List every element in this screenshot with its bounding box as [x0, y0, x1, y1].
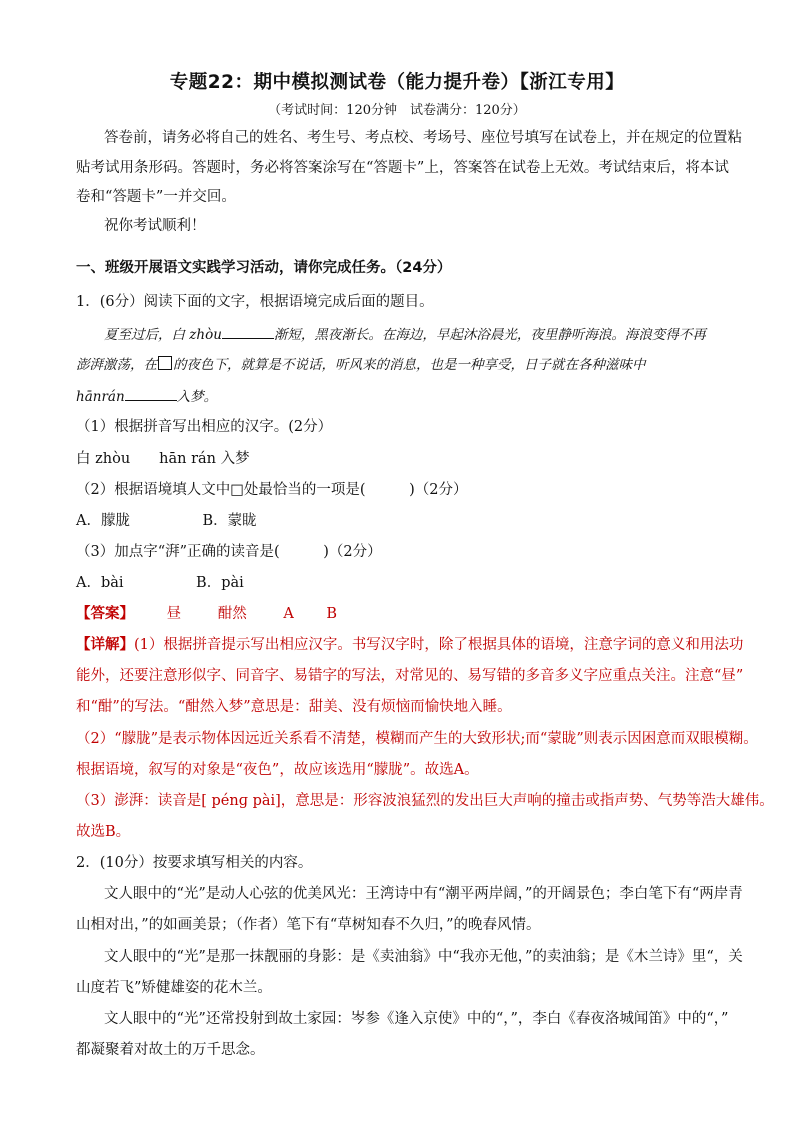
instructions-line-2: 贴考试用条形码。答题时，务必将答案涂写在“答题卡”上，答案答在试卷上无效。考试结束后，将本试	[76, 160, 729, 176]
q2-paragraph-3-line-1: 文人眼中的“光”还常投射到故土家园：岑参《逢入京使》中的“，”，李白《春夜洛城闻笛》中的“，”	[104, 1011, 729, 1027]
detail-line-3: 和“酣”的写法。“酣然入梦”意思是：甜美、没有烦恼而愉快地入睡。	[76, 699, 512, 715]
detail-line-5: 根据语境，叙写的对象是“夜色”，故应该选用“朦胧”。故选A。	[76, 762, 479, 778]
passage-text: hānrán	[76, 389, 125, 405]
q2-paragraph-1-line-2: 山相对出，”的如画美景；（作者）笔下有“草树知春不久归，”的晚春风情。	[76, 917, 541, 933]
sub-question-3-options: A．bài B．pài	[76, 575, 244, 591]
detail-line-7: 故选B。	[76, 824, 131, 840]
answer-item: 酣然	[217, 606, 247, 622]
page-title: 专题22：期中模拟测试卷（能力提升卷）【浙江专用】	[169, 72, 625, 93]
detail-label: 【详解】	[76, 636, 134, 653]
sub-question-3: （3）加点字“湃”正确的读音是( )（2分）	[76, 544, 382, 560]
section-1-heading: 一、班级开展语文实践学习活动，请你完成任务。（24分）	[76, 260, 452, 276]
passage-text: 夏至过后，白 zhòu	[104, 327, 222, 343]
answer-box-icon	[158, 356, 172, 370]
passage-text: 渐短，黑夜渐长。在海边，早起沐浴晨光，夜里静听海浪。海浪变得不再	[273, 327, 706, 343]
passage-line-3	[76, 386, 217, 407]
sub-question-1: （1）根据拼音写出相应的汉字。(2分）	[76, 419, 333, 435]
answer-blank	[125, 386, 177, 401]
q2-paragraph-2-line-1: 文人眼中的“光”是那一抹靓丽的身影：是《卖油翁》中“我亦无他，”的卖油翁；是《木兰诗》里“，关	[104, 949, 743, 965]
answer-item: 昼	[166, 606, 182, 622]
passage-text: 入梦。	[176, 389, 218, 405]
question-2-stem: 2．(10分）按要求填写相关的内容。	[76, 855, 313, 871]
question-1-stem: 1．(6分）阅读下面的文字，根据语境完成后面的题目。	[76, 294, 434, 310]
sub-question-2: （2）根据语境填人文中□处最恰当的一项是( )（2分）	[76, 482, 468, 498]
instructions-line-1: 答卷前，请务必将自己的姓名、考生号、考点校、考场号、座位号填写在试卷上，并在规定的位置粘	[104, 130, 742, 146]
exam-time-info: （考试时间：120分钟 试卷满分：120分）	[268, 103, 526, 118]
passage-line-2	[76, 355, 646, 375]
answer-blank	[222, 324, 274, 339]
q2-paragraph-2-line-2: 山度若飞”矫健雄姿的花木兰。	[76, 980, 272, 996]
detail-line-2: 能外，还要注意形似字、同音字、易错字的写法，对常见的、易写错的多音多义字应重点关注。注意“昼”	[76, 668, 744, 684]
answer-line	[76, 604, 337, 624]
sub-question-1-line: 白 zhòu hān rán 入梦	[76, 451, 250, 467]
detail-text: (1）根据拼音提示写出相应汉字。书写汉字时，除了根据具体的语境，注意字词的意义和用法功	[134, 637, 744, 653]
detail-line-4: （2）“朦胧”是表示物体因远近关系看不清楚，模糊而产生的大致形状;而“蒙眬”则表示因困意而双眼模糊。	[76, 731, 758, 747]
passage-text: 的夜色下，就算是不说话，听风来的消息，也是一种享受，日子就在各种滋味中	[173, 357, 646, 373]
instructions-line-3: 卷和“答题卡”一并交回。	[76, 189, 236, 205]
answer-item: A	[283, 606, 294, 622]
detail-line-1	[76, 635, 743, 655]
good-luck-text: 祝你考试顺利！	[104, 218, 206, 234]
sub-question-2-options: A．朦胧 B．蒙眬	[76, 513, 257, 529]
q2-paragraph-3-line-2: 都凝聚着对故土的万千思念。	[76, 1042, 265, 1058]
passage-line-1	[104, 324, 706, 345]
answer-item: B	[326, 606, 338, 622]
passage-text: 澎湃激荡，在	[76, 357, 157, 373]
detail-line-6: （3）澎湃：读音是[ pénɡ pài]，意思是：形容波浪猛烈的发出巨大声响的撞击或指声势、气势等浩大雄伟。	[76, 793, 774, 809]
answer-label: 【答案】	[76, 605, 134, 622]
q2-paragraph-1-line-1: 文人眼中的“光”是动人心弦的优美风光：王湾诗中有“潮平两岸阔，”的开阔景色；李白笔下有“两岸青	[104, 886, 743, 902]
